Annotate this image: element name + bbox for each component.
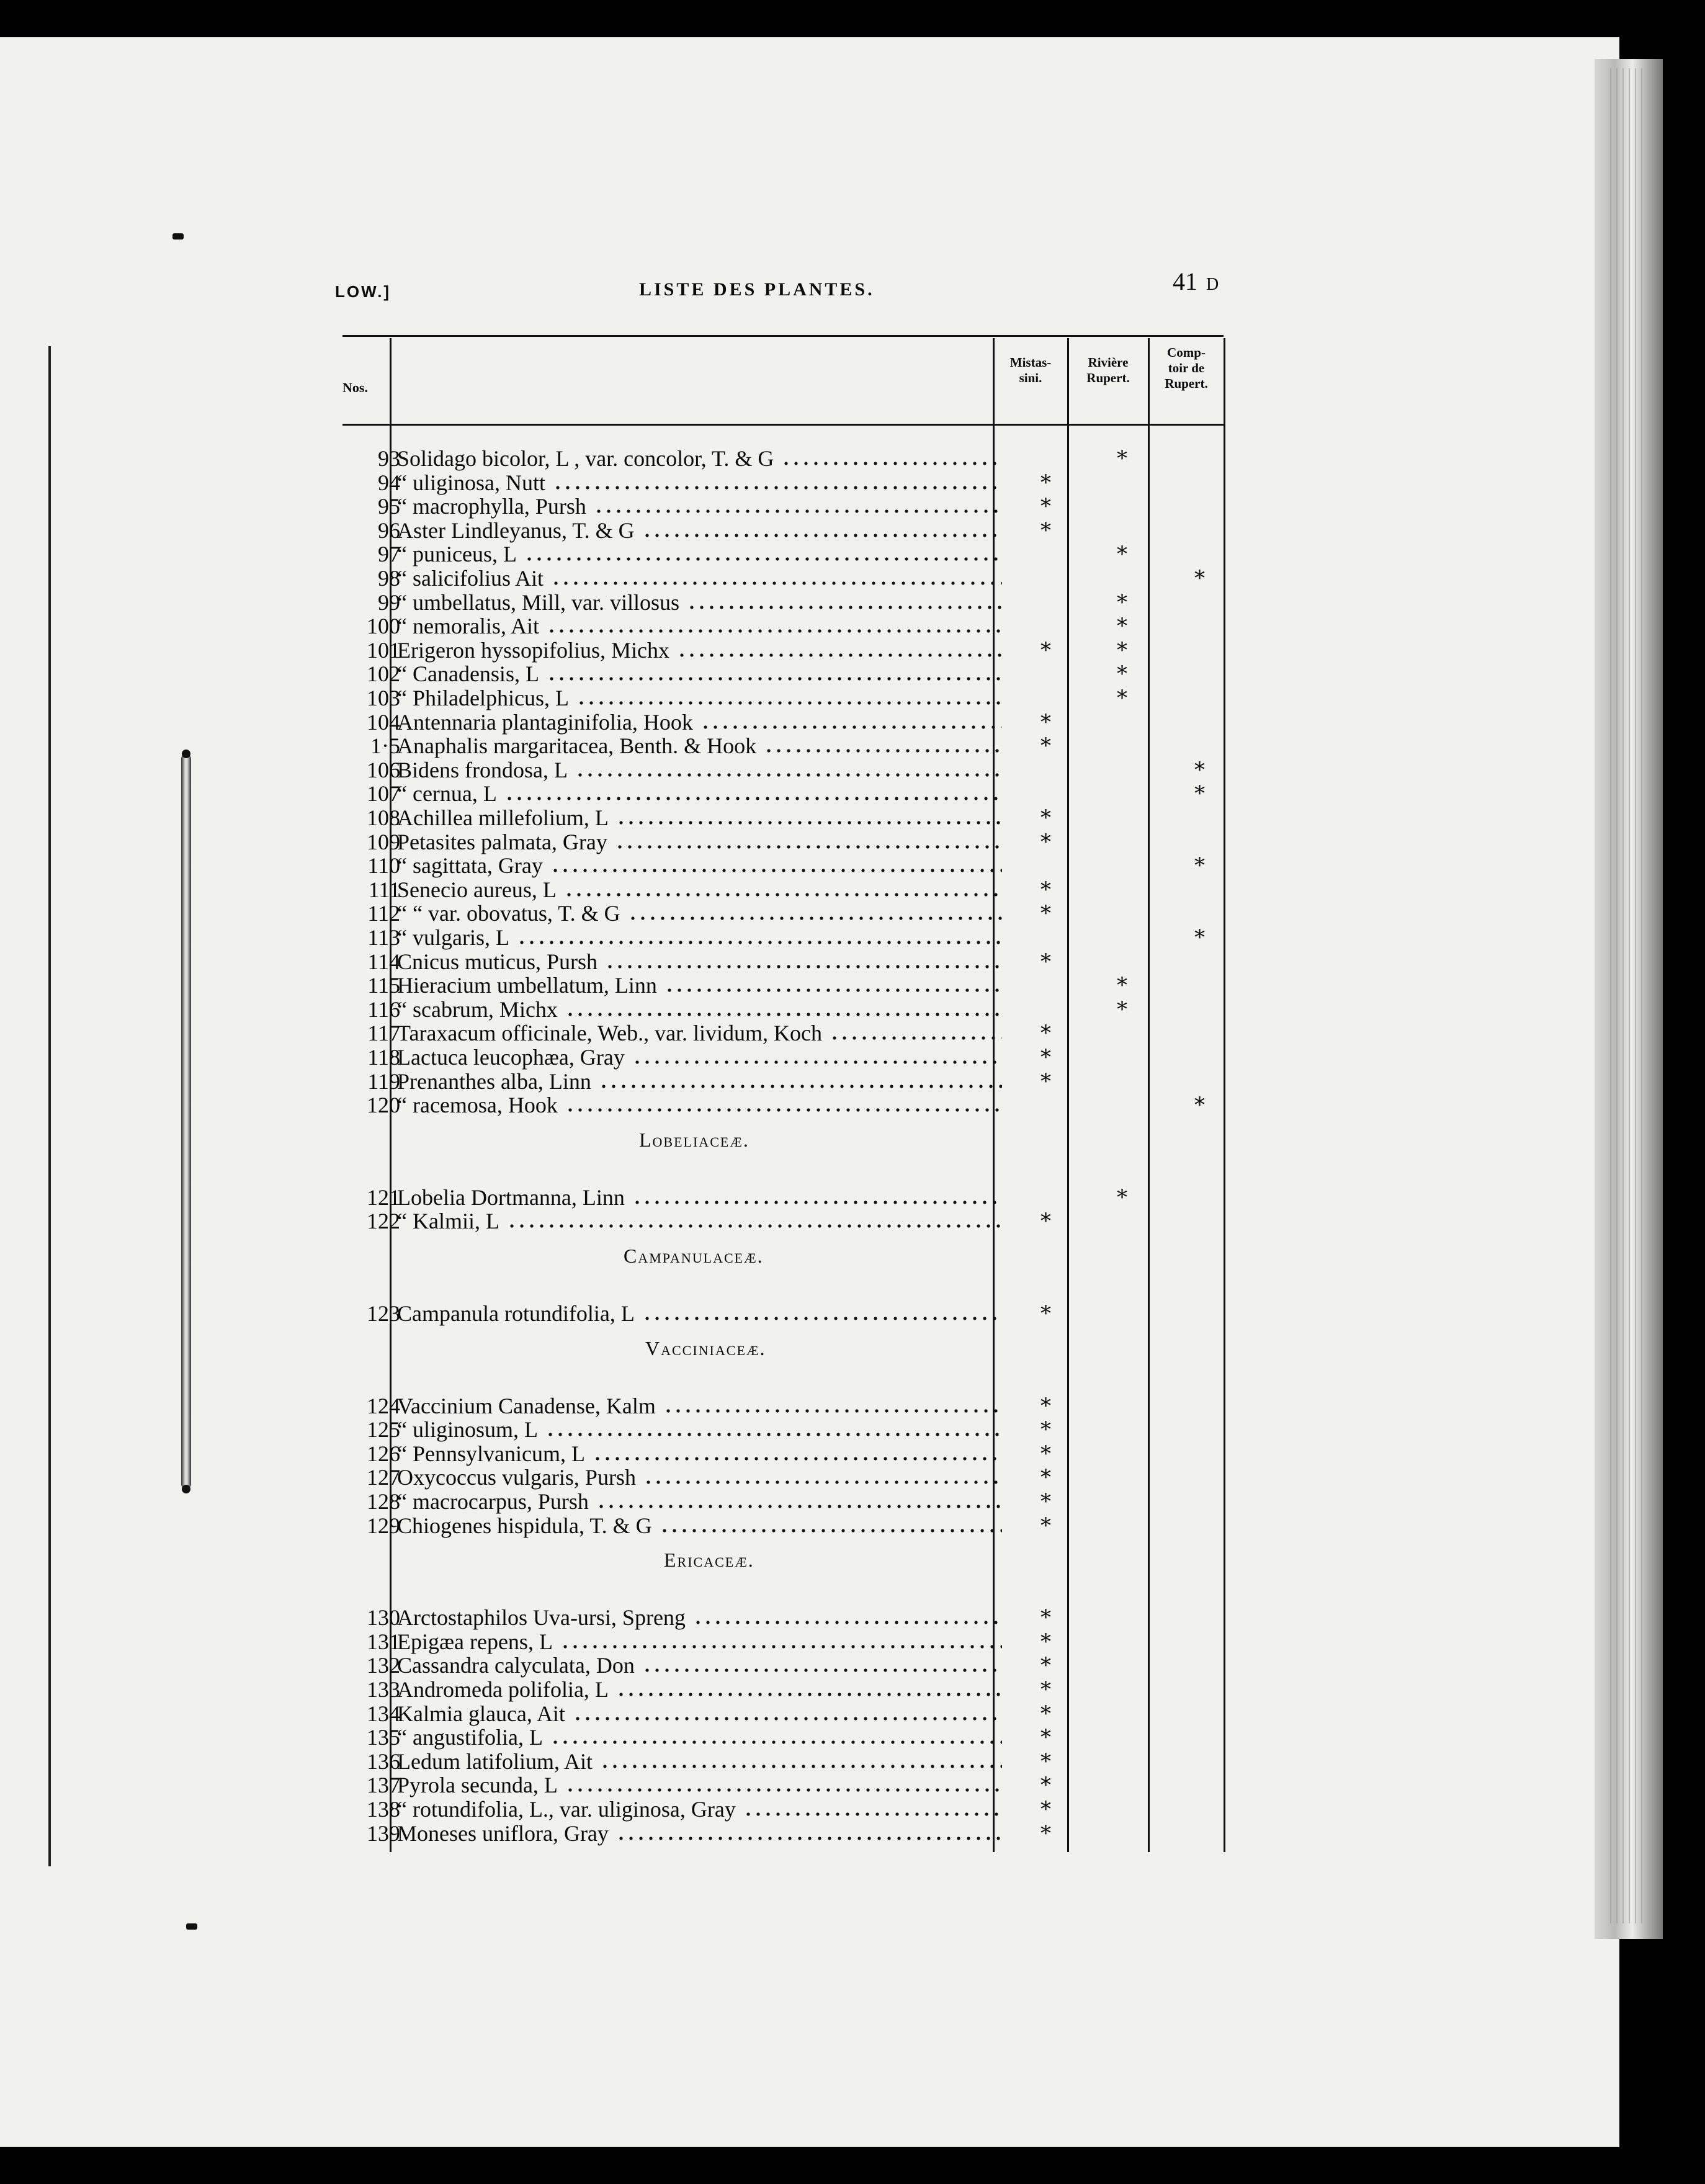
plant-name: Lactuca leucophæa, Gray [397,1045,625,1070]
table-row [0,1418,1241,1442]
table-row [0,1773,1241,1797]
plant-name: Solidago bicolor, L , var. concolor, T. & G [397,446,774,471]
plant-name: Taraxacum officinale, Web., var. lividum, Koch [397,1021,823,1046]
mistassini-mark: * [1040,1045,1051,1070]
leader-dots [605,965,1002,969]
mistassini-mark: * [1040,1820,1051,1846]
leader-dots [564,893,1002,897]
entry-number: 95 [378,494,400,519]
leader-dots [687,606,1002,609]
plant-name: Campanula rotundifolia, L [397,1301,635,1326]
plant-name: “ racemosa, Hook [397,1093,558,1118]
entry-number: 102 [367,661,400,687]
page-edges [1610,68,1647,1923]
leader-dots [830,1036,1002,1040]
plant-name: Prenanthes alba, Linn [397,1068,591,1094]
plant-name: Antennaria plantaginifolia, Hook [397,709,693,735]
entry-number: 117 [367,1021,400,1046]
plant-name: Vaccinium Canadense, Kalm [397,1393,656,1418]
leader-dots [507,1224,1002,1228]
table-row [0,1302,1241,1326]
table-row [0,447,1241,471]
table-row [0,1093,1241,1117]
leader-dots [643,1480,1002,1484]
plant-name: Aster Lindleyanus, T. & G [397,517,635,543]
mistassini-mark: * [1040,1748,1051,1774]
mistassini-mark: * [1040,1513,1051,1538]
table-row [0,519,1241,543]
table-row [0,1490,1241,1514]
running-head-fragment: LOW.] [335,282,392,301]
table-row [0,734,1241,758]
mistassini-mark: * [1040,1465,1051,1490]
section-heading-vacciniaceae: Vacciniaceæ. [645,1336,766,1359]
mistassini-mark: * [1040,470,1051,495]
mistassini-mark: * [1040,494,1051,519]
margin-mark-bottom [186,1923,197,1930]
plant-name: “ angustifolia, L [397,1725,543,1750]
table-row [0,471,1241,495]
leader-dots [596,1505,1002,1508]
comptoir-rupert-mark: * [1194,781,1205,807]
mistassini-mark: * [1040,1629,1051,1654]
plant-name: “ cernua, L [397,781,497,807]
plant-name: “ rotundifolia, L., var. uliginosa, Gray [397,1797,736,1822]
entry-number: 121 [367,1184,400,1210]
table-row [0,926,1241,950]
plant-name: Bidens frondosa, L [397,757,568,782]
table-row [0,542,1241,566]
table-top-rule [342,335,1224,337]
table-row [0,1394,1241,1418]
mistassini-column-header: Mistas- sini. [1009,355,1052,385]
plant-name: “ puniceus, L [397,542,517,567]
entry-number: 132 [367,1653,400,1678]
entry-number: 112 [367,901,400,926]
entry-number: 131 [367,1629,400,1654]
table-row [0,1186,1241,1210]
leader-dots [545,1433,1002,1436]
entry-number: 134 [367,1701,400,1726]
table-row [0,902,1241,926]
riviere-rupert-mark: * [1117,637,1127,663]
table-row [0,662,1241,686]
table-row [0,1070,1241,1094]
plant-name: Ledum latifolium, Ait [397,1748,593,1774]
leader-dots [628,916,1002,920]
comptoir-de-rupert-column-header: Comp- toir de Rupert. [1165,345,1208,391]
plant-name: “ macrocarpus, Pursh [397,1489,589,1514]
entry-number: 1·5 [370,733,400,759]
mistassini-mark: * [1040,517,1051,543]
entry-number: 103 [367,686,400,710]
plant-name: Moneses uniflora, Gray [397,1820,609,1846]
comptoir-rupert-mark: * [1194,757,1205,782]
table-row [0,1021,1241,1045]
table-row [0,782,1241,806]
mistassini-mark: * [1040,1677,1051,1702]
leader-dots [642,534,1002,537]
plant-name: Andromeda polifolia, L [397,1677,609,1702]
comptoir-rupert-mark: * [1194,853,1205,879]
mistassini-mark: * [1040,1441,1051,1466]
mistassini-mark: * [1040,949,1051,974]
leader-dots [616,821,1002,825]
leader-dots [573,1717,1002,1721]
table-row [0,758,1241,782]
plant-name: Achillea millefolium, L [397,805,609,830]
mistassini-mark: * [1040,1489,1051,1514]
entry-number: 101 [367,637,400,663]
plant-name: “ uliginosum, L [397,1417,538,1443]
table-row [0,1209,1241,1233]
table-row [0,1466,1241,1490]
table-row [0,854,1241,878]
plant-name: Cnicus muticus, Pursh [397,949,598,974]
leader-dots [547,629,1002,633]
table-row [0,1678,1241,1702]
leader-dots [565,1108,1002,1112]
plant-name: “ nemoralis, Ait [397,614,539,639]
entry-number: 114 [367,949,400,974]
table-row [0,614,1241,638]
entry-number: 129 [367,1513,400,1538]
plant-name: “ sagittata, Gray [397,853,543,879]
mistassini-mark: * [1040,733,1051,759]
entry-number: 137 [367,1773,400,1798]
plant-name: “ Kalmii, L [397,1209,499,1234]
page-number [1173,267,1219,296]
leader-dots [600,1765,1002,1768]
leader-dots [547,677,1002,681]
entry-number: 111 [368,877,400,902]
entry-number: 106 [367,757,400,782]
plant-name: “ uliginosa, Nutt [397,470,545,495]
leader-dots [594,509,1002,513]
riviere-rupert-mark: * [1117,1184,1127,1210]
comptoir-rupert-mark: * [1194,566,1205,591]
entry-number: 133 [367,1677,400,1702]
table-row [0,495,1241,519]
mistassini-mark: * [1040,1605,1051,1631]
leader-dots [553,486,1002,490]
riviere-rupert-mark: * [1117,661,1127,687]
entry-number: 135 [367,1725,400,1750]
comptoir-rupert-mark: * [1194,925,1205,950]
table-row [0,710,1241,735]
leader-dots [677,653,1002,657]
leader-dots [660,1529,1002,1533]
entry-number: 139 [367,1820,400,1846]
plant-name: Epigæa repens, L [397,1629,553,1654]
table-row [0,1654,1241,1678]
entry-number: 96 [378,517,400,543]
entry-number: 119 [367,1068,400,1094]
mistassini-mark: * [1040,1725,1051,1750]
page-title: LISTE DES PLANTES. [639,279,875,300]
entry-number: 97 [378,542,400,567]
leader-dots [781,462,1002,465]
leader-dots [565,1788,1002,1792]
leader-dots [575,773,1002,777]
riviere-rupert-mark: * [1117,446,1127,471]
plant-name: “ vulgaris, L [397,925,509,950]
leader-dots [576,701,1002,705]
entry-number: 110 [367,853,400,879]
plant-name: Senecio aureus, L [397,877,557,902]
entry-number: 126 [367,1441,400,1466]
table-row [0,1442,1241,1466]
entry-number: 116 [367,996,400,1022]
riviere-rupert-mark: * [1117,542,1127,567]
page-number-value: 41 [1173,267,1197,295]
plant-name: “ “ var. obovatus, T. & G [397,901,620,926]
leader-dots [524,557,1002,561]
mistassini-mark: * [1040,1797,1051,1822]
mistassini-mark: * [1040,1301,1051,1326]
leader-dots [616,1693,1002,1696]
table-row [0,1606,1241,1630]
leader-dots [632,1060,1002,1064]
riviere-rupert-column-header: Rivière Rupert. [1086,355,1130,385]
table-row [0,638,1241,663]
mistassini-mark: * [1040,709,1051,735]
leader-dots [560,1645,1002,1649]
mistassini-mark: * [1040,1653,1051,1678]
entry-number: 130 [367,1605,400,1631]
entry-number: 104 [367,709,400,735]
plant-name: Petasites palmata, Gray [397,829,607,854]
plant-name: “ umbellatus, Mill, var. villosus [397,589,679,615]
page-suffix: D [1206,275,1219,294]
plant-name: Pyrola secunda, L [397,1773,558,1798]
entry-number: 99 [378,589,400,615]
leader-dots [764,749,1002,753]
section-heading-ericaceae: Ericaceæ. [664,1549,754,1572]
table-row [0,1750,1241,1774]
mistassini-mark: * [1040,1393,1051,1418]
entry-number: 107 [367,781,400,807]
table-row [0,950,1241,974]
leader-dots [700,725,1002,729]
plant-name: Oxycoccus vulgaris, Pursh [397,1465,636,1490]
entry-number: 94 [378,470,400,495]
mistassini-mark: * [1040,1701,1051,1726]
leader-dots [693,1621,1002,1624]
entry-number: 109 [367,829,400,854]
leader-dots [504,797,1002,800]
table-row [0,806,1241,830]
leader-dots [663,1409,1002,1413]
section-heading-lobeliaceae: Lobeliaceæ. [639,1128,750,1151]
leader-dots [550,869,1002,872]
plant-name: Arctostaphilos Uva-ursi, Spreng [397,1605,686,1631]
mistassini-mark: * [1040,1209,1051,1234]
entry-number: 122 [367,1209,400,1234]
riviere-rupert-mark: * [1117,996,1127,1022]
plant-name: Chiogenes hispidula, T. & G [397,1513,652,1538]
table-row [0,1797,1241,1822]
table-row [0,998,1241,1022]
table-row [0,1630,1241,1654]
plant-name: “ macrophylla, Pursh [397,494,586,519]
mistassini-mark: * [1040,637,1051,663]
plant-name: Cassandra calyculata, Don [397,1653,635,1678]
table-row [0,1702,1241,1726]
mistassini-mark: * [1040,1068,1051,1094]
table-row [0,591,1241,615]
mistassini-mark: * [1040,829,1051,854]
entry-number: 115 [367,973,400,998]
leader-dots [642,1317,1002,1320]
entry-number: 108 [367,805,400,830]
table-row [0,566,1241,591]
table-row [0,686,1241,710]
mistassini-mark: * [1040,805,1051,830]
entry-number: 136 [367,1748,400,1774]
leader-dots [593,1457,1002,1461]
plant-name: “ Canadensis, L [397,661,539,687]
plant-name: “ salicifolius Ait [397,566,544,591]
plant-name: “ scabrum, Michx [397,996,558,1022]
entry-number: 124 [367,1393,400,1418]
entry-number: 138 [367,1797,400,1822]
riviere-rupert-mark: * [1117,973,1127,998]
leader-dots [743,1812,1002,1816]
entry-number: 113 [367,925,400,950]
entry-number: 100 [367,614,400,639]
table-row [0,1822,1241,1846]
table-row [0,830,1241,854]
margin-mark-top [172,233,184,239]
entry-number: 127 [367,1465,400,1490]
plant-name: Kalmia glauca, Ait [397,1701,565,1726]
mistassini-mark: * [1040,901,1051,926]
leader-dots [565,1013,1002,1016]
leader-dots [517,941,1002,944]
mistassini-mark: * [1040,877,1051,902]
plant-name: “ Philadelphicus, L [397,686,569,710]
entry-number: 123 [367,1301,400,1326]
table-row [0,1514,1241,1538]
entry-number: 128 [367,1489,400,1514]
plant-name: Lobelia Dortmanna, Linn [397,1184,625,1210]
mistassini-mark: * [1040,1021,1051,1046]
plant-name: “ Pennsylvanicum, L [397,1441,585,1466]
table-row [0,1045,1241,1070]
table-row [0,1725,1241,1750]
mistassini-mark: * [1040,1417,1051,1443]
entry-number: 93 [378,446,400,471]
leader-dots [632,1201,1002,1204]
entry-number: 98 [378,566,400,591]
entry-number: 120 [367,1093,400,1118]
table-row [0,878,1241,902]
leader-dots [616,1837,1002,1840]
table-row [0,973,1241,998]
comptoir-rupert-mark: * [1194,1093,1205,1118]
leader-dots [615,845,1002,849]
plant-name: Hieracium umbellatum, Linn [397,973,657,998]
mistassini-mark: * [1040,1773,1051,1798]
leader-dots [550,1740,1002,1744]
plant-name: Erigeron hyssopifolius, Michx [397,637,669,663]
entry-number: 118 [367,1045,400,1070]
riviere-rupert-mark: * [1117,589,1127,615]
riviere-rupert-mark: * [1117,686,1127,710]
leader-dots [551,581,1002,585]
leader-dots [665,988,1002,992]
riviere-rupert-mark: * [1117,614,1127,639]
plant-name: Anaphalis margaritacea, Benth. & Hook [397,733,757,759]
leader-dots [599,1085,1002,1088]
section-heading-campanulaceae: Campanulaceæ. [624,1245,764,1267]
nos-column-header: Nos. [342,380,368,395]
entry-number: 125 [367,1417,400,1443]
leader-dots [642,1668,1002,1672]
table-header-rule [342,424,1224,426]
